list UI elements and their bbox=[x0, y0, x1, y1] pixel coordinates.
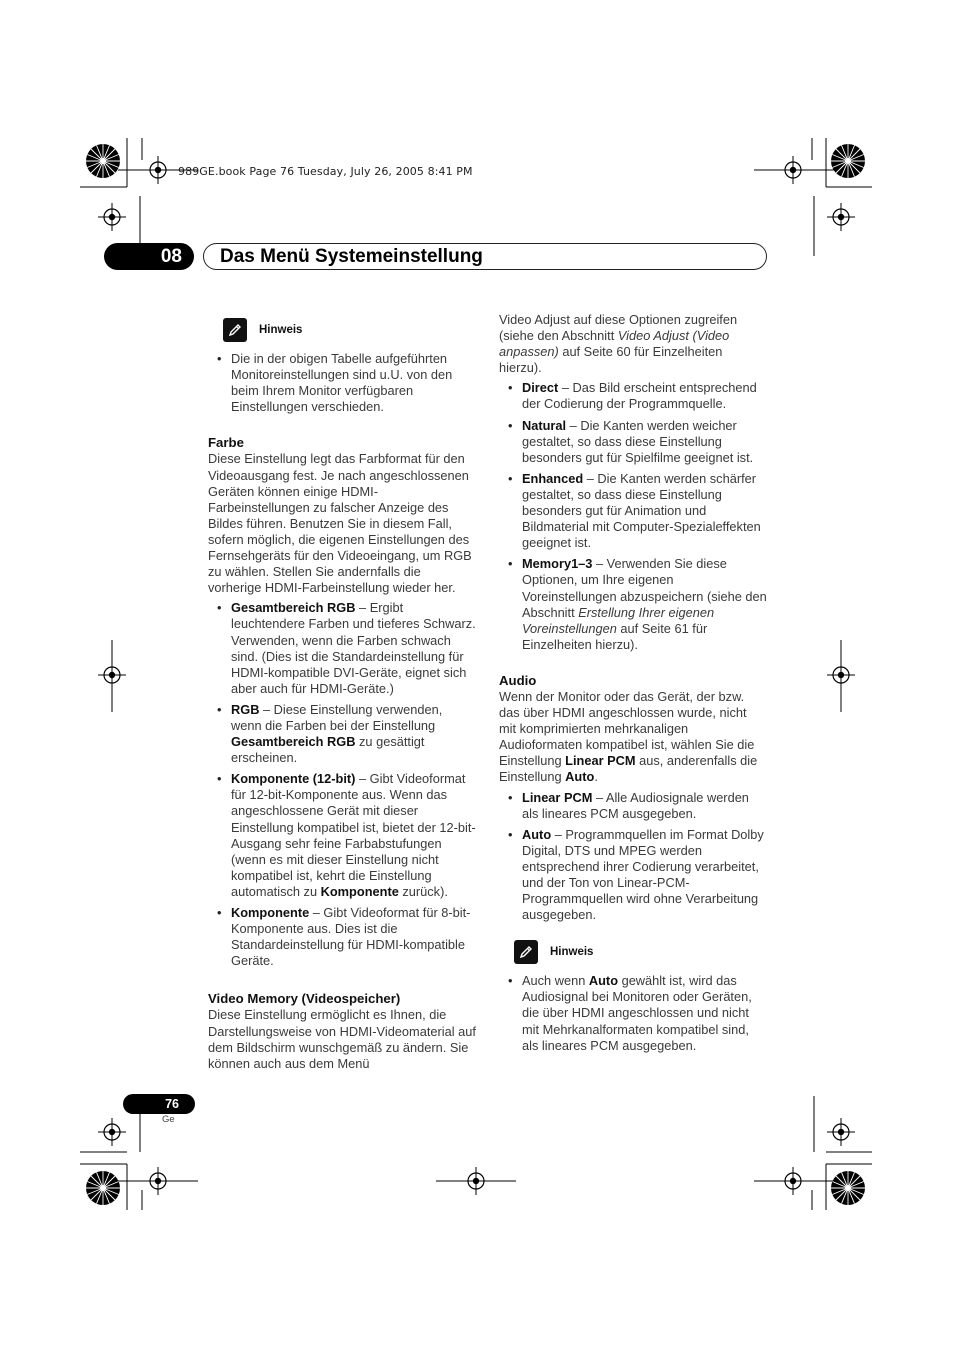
note-header bbox=[223, 317, 476, 343]
list-item: • Enhanced – Die Kanten werden schärfer gestaltet, so dass diese Einstellung besonders gut für Animation und Bildmaterial mit Computer-Spezialeffekten geeignet ist. bbox=[499, 471, 767, 551]
pencil-icon bbox=[514, 940, 538, 964]
farbe-text: Diese Einstellung legt das Farbformat für den Videoausgang fest. Je nach angeschlossenen Geräten können einige HDMI-Farbeinstellungen zu falscher Anzeige des Bildes führen. Benutzen Sie in diesem Fall, sofern möglich, die eigenen Einstellungen des Fernsehgeräts für den Videoeingang, um RGB zu wählen. Stellen Sie andernfalls die vorherige HDMI-Farbeinstellung wieder her. bbox=[208, 451, 472, 596]
right-column bbox=[499, 312, 767, 1059]
video-adjust-intro: Video Adjust auf diese Optionen zugreifen (siehe den Abschnitt Video Adjust (Video anpassen) auf Seite 60 für Einzelheiten hierzu). bbox=[499, 312, 738, 376]
audio-options bbox=[499, 790, 767, 924]
crop-star-top-left bbox=[86, 144, 120, 178]
note-item: • Die in der obigen Tabelle aufgeführten Monitoreinstellungen sind u.U. von den beim Ihrem Monitor verfügbaren Einstellungen verschieden. bbox=[208, 351, 476, 415]
language-code: Ge bbox=[162, 1114, 175, 1125]
cross-reference: Erstellung Ihrer eigenen Voreinstellungen bbox=[522, 604, 715, 636]
pencil-icon bbox=[223, 318, 247, 342]
video-memory-text: Diese Einstellung ermöglicht es Ihnen, die Darstellungsweise von HDMI-Videomaterial auf dem Bildschirm wunschgemäß zu ändern. Sie können auch aus dem Menü bbox=[208, 1007, 476, 1071]
note-header bbox=[514, 939, 767, 965]
audio-text: Wenn der Monitor oder das Gerät, der bzw. das über HDMI angeschlossen wurde, nicht mit komprimierten mehrkanaligen Audioformaten kompatibel ist, wählen Sie die Einstellung Linear PCM aus, anderenfalls die Einstellung Auto. bbox=[499, 688, 758, 785]
farbe-heading: Farbe bbox=[208, 435, 244, 451]
audio-heading: Audio bbox=[499, 672, 537, 688]
video-memory-options bbox=[499, 380, 767, 653]
note-label: Hinweis bbox=[259, 323, 303, 336]
left-column bbox=[208, 317, 476, 1072]
list-item: • Memory1–3 – Verwenden Sie diese Optionen, um Ihre eigenen Voreinstellungen abzuspeichern (siehe den Abschnitt Erstellung Ihrer eigenen Voreinstellungen auf Seite 61 für Einzelheiten hierzu). bbox=[499, 556, 767, 653]
cross-reference: Video Adjust (Video anpassen) bbox=[499, 328, 730, 360]
crop-star-top-right bbox=[831, 144, 865, 178]
list-item: • Komponente (12-bit) – Gibt Videoformat für 12-bit-Komponente aus. Wenn das angeschlossene Gerät mit dieser Einstellung kompatibel ist, bietet der 12-bit-Ausgang sehr feine Farbabstufungen (wenn es mit dieser Einstellung nicht kompatibel ist, kehrt die Einstellung automatisch zu Komponente zurück). bbox=[208, 771, 476, 900]
list-item: • Linear PCM – Alle Audiosignale werden als lineares PCM ausgegeben. bbox=[499, 790, 767, 822]
note-label: Hinweis bbox=[550, 946, 594, 959]
list-item: • Auto – Programmquellen im Format Dolby Digital, DTS und MPEG werden entsprechend ihrer Codierung verarbeitet, und der Ton von Linear-PCM-Programmquellen wird ohne Verarbeitung ausgegeben. bbox=[499, 827, 767, 924]
note-list bbox=[208, 351, 476, 415]
crop-star-bottom-left bbox=[86, 1171, 120, 1205]
list-item: • Gesamtbereich RGB – Ergibt leuchtendere Farben und tieferes Schwarz. Verwenden, wenn die Farben schwach sind. (Dies ist die Standardeinstellung für HDMI-kompatible DVI-Geräte, eignet sich aber auch für HDMI-Geräte.) bbox=[208, 600, 476, 697]
list-item: • RGB – Diese Einstellung verwenden, wenn die Farben bei der Einstellung Gesamtbereich RGB zu gesättigt erscheinen. bbox=[208, 702, 476, 766]
list-item: • Natural – Die Kanten werden weicher gestaltet, so dass diese Einstellung besonders gut für Spielfilme geeignet ist. bbox=[499, 418, 767, 466]
chapter-title: Das Menü Systemeinstellung bbox=[220, 246, 483, 267]
video-memory-heading: Video Memory (Videospeicher) bbox=[208, 991, 401, 1007]
page-number: 76 bbox=[123, 1094, 195, 1114]
farbe-options bbox=[208, 600, 476, 969]
crop-star-bottom-right bbox=[831, 1171, 865, 1205]
note-item: • Auch wenn Auto gewählt ist, wird das Audiosignal bei Monitoren oder Geräten, die über HDMI angeschlossen und nicht mit Mehrkanalformaten kompatibel sind, als lineares PCM ausgegeben. bbox=[499, 973, 767, 1053]
list-item: • Direct – Das Bild erscheint entsprechend der Codierung der Programmquelle. bbox=[499, 380, 767, 412]
chapter-number: 08 bbox=[104, 243, 194, 270]
list-item: • Komponente – Gibt Videoformat für 8-bit-Komponente aus. Dies ist die Standardeinstellung für HDMI-kompatible Geräte. bbox=[208, 905, 476, 969]
print-info: 989GE.book Page 76 Tuesday, July 26, 2005 8:41 PM bbox=[178, 165, 473, 178]
note-list bbox=[499, 973, 767, 1053]
